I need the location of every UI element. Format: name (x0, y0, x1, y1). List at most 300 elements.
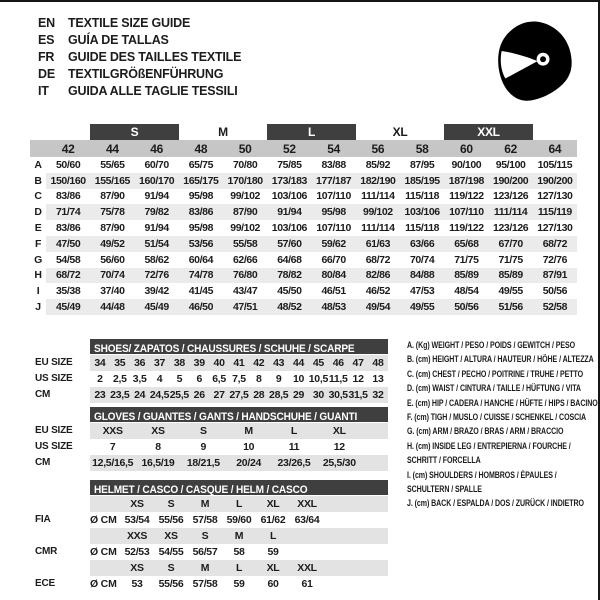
size-value: 46/52 (365, 285, 391, 298)
size-value: 39/42 (144, 285, 169, 298)
size-column-header: 50 (223, 140, 267, 157)
unit-label: Ø CM (90, 578, 117, 590)
row-label: CM (35, 389, 51, 400)
size-value: 185/195 (400, 173, 444, 189)
shoes-title: SHOES/ ZAPATOS / CHAUSSURES / SCHUHE / SCARPE (94, 343, 355, 355)
size-value: 105/115 (537, 158, 573, 171)
size-value: 103/106 (271, 190, 307, 203)
value-cell: 59/60 (226, 514, 252, 526)
size-column-header: 64 (533, 140, 577, 157)
value-cell: 28,5 (269, 389, 289, 401)
size-value: 71/75 (454, 253, 479, 266)
row-label: EU SIZE (35, 425, 73, 436)
language-list (38, 15, 241, 100)
size-column-header: 60 (444, 140, 488, 157)
size-value: 46/51 (321, 285, 346, 298)
size-table (30, 124, 577, 315)
size-value: 66/70 (321, 253, 346, 266)
value-cell: L (290, 425, 298, 437)
size-value: 49/52 (90, 236, 134, 252)
language-title: TEXTILE SIZE GUIDE (68, 16, 191, 30)
size-value: 59/62 (312, 236, 356, 252)
size-value: 41/45 (188, 285, 214, 298)
size-value: 71/75 (498, 253, 523, 266)
size-value: 45/50 (277, 285, 302, 298)
value-cell: 6,5 (212, 373, 226, 385)
size-column-header: 48 (179, 140, 223, 157)
value-cell: XS (151, 425, 165, 437)
size-value: 48/53 (312, 299, 356, 315)
value-cell: 40 (213, 357, 225, 369)
value-cell: 4 (156, 373, 163, 385)
size-value: 99/102 (356, 204, 400, 220)
language-row (38, 83, 241, 100)
size-value: 107/110 (444, 204, 488, 220)
size-value: 60/70 (144, 158, 169, 171)
row-letter: C (34, 190, 42, 203)
size-value: 165/175 (179, 173, 223, 189)
size-value: 43/47 (232, 285, 258, 298)
size-value: 91/94 (144, 222, 169, 235)
size-value: 45/49 (135, 299, 179, 315)
size-value: 79/82 (135, 204, 179, 220)
size-group-xl: XL (392, 125, 408, 139)
value-cell: S (201, 530, 209, 542)
value-cell: 56/57 (192, 546, 218, 558)
size-value: 111/114 (489, 204, 533, 220)
helmet-title: HELMET / CASCO / CASQUE / HELM / CASCO (94, 484, 308, 496)
table-row (35, 560, 388, 576)
value-cell: 3,5 (132, 373, 147, 385)
measurement-row-a (30, 157, 577, 173)
language-code: EN (38, 16, 55, 30)
size-value: 51/54 (135, 236, 179, 252)
size-value: 60/64 (188, 253, 214, 266)
size-value: 190/200 (489, 173, 533, 189)
language-title: GUIDE DES TAILLES TEXTILE (68, 50, 242, 64)
size-value: 37/40 (100, 285, 125, 298)
size-value: 65/68 (444, 236, 488, 252)
value-cell: 61/62 (260, 514, 286, 526)
size-value: 47/53 (409, 285, 435, 298)
measurement-row-h (30, 268, 577, 284)
size-column-header: 54 (312, 140, 356, 157)
size-value: 52/58 (533, 299, 577, 315)
unit-label (90, 560, 120, 576)
value-cell: 28 (253, 389, 265, 401)
size-value: 65/75 (188, 158, 214, 171)
measurement-row-c (30, 189, 577, 205)
value-cell: 53/54 (124, 514, 150, 526)
value-cell: S (199, 425, 207, 437)
value-cell: 57/58 (192, 514, 218, 526)
value-cell: XXS (126, 530, 148, 542)
value-cell: 31,5 (348, 389, 368, 401)
size-value: 50/56 (444, 299, 488, 315)
size-value: 111/114 (361, 190, 395, 203)
size-value: 48/54 (454, 285, 479, 298)
standard-label (35, 496, 90, 512)
value-cell: 2 (97, 373, 103, 385)
value-cell: M (244, 425, 253, 437)
value-cell: XXS (102, 425, 123, 437)
value-cell: 60 (267, 578, 279, 590)
unit-label (90, 528, 120, 544)
size-value: 85/89 (489, 268, 533, 284)
language-row (38, 49, 241, 66)
value-cell: M (234, 530, 244, 542)
size-value: 47/51 (223, 299, 267, 315)
value-cell: 23 (94, 389, 106, 401)
value-cell: 8 (155, 441, 161, 453)
language-row (38, 32, 241, 49)
size-column-header: 62 (489, 140, 533, 157)
table-row (35, 439, 388, 455)
language-code: FR (38, 50, 55, 64)
value-cell: 52/53 (124, 546, 150, 558)
value-cell: 54/55 (158, 546, 184, 558)
size-value: 90/100 (451, 158, 482, 171)
value-cell: 7,5 (232, 373, 246, 385)
value-cell: M (200, 562, 210, 574)
size-value: 103/106 (271, 222, 307, 235)
row-letter: E (34, 222, 42, 235)
table-row (35, 576, 388, 592)
size-column-header: 58 (400, 140, 444, 157)
legend-line: SCHULTERN / SPALLE (407, 484, 482, 495)
language-title: GUIDA ALLE TAGLIE TESSILI (68, 84, 238, 98)
size-value: 187/198 (444, 173, 488, 189)
size-value: 55/65 (100, 158, 125, 171)
value-cell: 47 (352, 357, 364, 369)
value-cell: 5 (176, 373, 183, 385)
value-cell: 7 (109, 441, 116, 453)
size-value: 150/160 (46, 173, 90, 189)
size-value: 56/60 (100, 253, 125, 266)
size-group-xxl: XXL (444, 124, 533, 140)
value-cell: 44 (292, 357, 305, 369)
row-letter: D (34, 206, 42, 219)
size-value: 54/58 (55, 253, 81, 266)
value-cell: 11,5 (328, 373, 348, 385)
size-value: 75/78 (90, 204, 134, 220)
value-cell: 48 (372, 357, 384, 369)
size-value: 83/86 (179, 204, 223, 220)
size-value: 45/49 (46, 299, 90, 315)
row-label: EU SIZE (35, 357, 73, 368)
value-cell: 29 (292, 389, 305, 401)
legend-line: F. (cm) TIGH / MUSLO / CUISSE / SCHENKEL / COSCIA (407, 412, 587, 423)
gloves-section-header (90, 407, 388, 422)
size-value: 99/102 (230, 190, 260, 203)
size-value: 103/106 (400, 204, 444, 220)
size-value: 68/72 (46, 268, 90, 284)
value-cell: 30 (312, 389, 324, 401)
value-cell: 58 (233, 546, 245, 558)
size-value: 83/86 (55, 222, 81, 235)
size-value: 62/66 (232, 253, 258, 266)
row-letter: G (34, 253, 42, 266)
value-cell: 39 (193, 357, 205, 369)
size-value: 74/78 (179, 268, 223, 284)
legend-line: I. (cm) SHOULDERS / HOMBROS / ÉPAULES / (407, 469, 557, 480)
legend-line: SCHRITT / FORCELLA (407, 455, 481, 466)
size-value: 70/74 (90, 268, 134, 284)
legend-line: D. (cm) WAIST / CINTURA / TAILLE / HÜFTUNG / VITA (407, 383, 581, 394)
unit-label: Ø CM (90, 514, 117, 526)
value-cell: XXL (297, 498, 317, 510)
table-row (35, 512, 388, 528)
language-code: DE (38, 67, 55, 81)
size-value: 44/48 (90, 299, 134, 315)
size-value: 127/130 (537, 190, 573, 203)
size-value: 107/110 (316, 190, 351, 203)
value-cell: 25,5 (169, 389, 189, 401)
language-code: IT (38, 84, 49, 98)
size-value: 119/122 (449, 190, 484, 203)
size-value: 64/68 (277, 253, 302, 266)
language-title: GUÍA DE TALLAS (68, 33, 169, 47)
size-value: 115/118 (405, 222, 440, 235)
value-cell: 12 (352, 373, 364, 385)
standard-label (35, 528, 90, 544)
value-cell: 10,5 (308, 373, 328, 385)
value-cell: XXL (297, 562, 317, 574)
size-value: 83/88 (321, 158, 346, 171)
value-cell: 45 (312, 357, 324, 369)
size-value: 115/119 (533, 204, 577, 220)
table-row (35, 423, 388, 439)
table-row (35, 355, 388, 371)
size-value: 173/183 (267, 173, 311, 189)
size-value: 85/89 (444, 268, 488, 284)
size-value: 107/110 (316, 222, 351, 235)
value-cell: 11 (288, 441, 300, 453)
standard-label (35, 560, 90, 576)
legend-line: A. (Kg) WEIGHT / PESO / POIDS / GEWITCH / PESO (407, 340, 576, 350)
value-cell: 35 (114, 357, 126, 369)
size-value: 155/165 (90, 173, 134, 189)
size-value: 72/76 (542, 253, 568, 266)
value-cell: 13 (372, 373, 384, 385)
size-value: 76/80 (223, 268, 267, 284)
value-cell: XS (164, 530, 178, 542)
value-cell: L (269, 530, 277, 542)
size-value: 68/72 (533, 236, 577, 252)
value-cell: 9 (200, 441, 207, 453)
measurement-row-d (30, 204, 577, 220)
value-cell: 59 (233, 578, 245, 590)
value-cell: M (200, 498, 210, 510)
value-cell: 61 (301, 578, 313, 590)
size-value: 91/94 (144, 190, 169, 203)
row-label: US SIZE (35, 441, 73, 452)
value-cell: 38 (173, 357, 185, 369)
value-cell: 10 (292, 373, 305, 385)
value-cell: 6 (196, 373, 202, 385)
size-value: 58/62 (144, 253, 169, 266)
value-cell: 41 (233, 357, 245, 369)
size-value: 85/92 (365, 158, 391, 171)
size-value: 61/63 (356, 236, 400, 252)
value-cell: 20/24 (236, 457, 262, 469)
size-value: 87/90 (100, 222, 125, 235)
value-cell: 25,5/30 (322, 457, 356, 469)
size-value: 83/86 (55, 190, 81, 203)
measurement-legend (407, 338, 600, 511)
size-value: 71/74 (46, 204, 90, 220)
value-cell: S (167, 562, 175, 574)
value-cell (290, 528, 324, 544)
size-column-header: 42 (46, 140, 90, 157)
size-value: 80/84 (312, 268, 356, 284)
value-cell: 9 (275, 373, 282, 385)
size-value: 53/56 (179, 236, 223, 252)
value-cell: 24,5 (149, 389, 170, 401)
standard-label: ECE (35, 578, 55, 589)
value-cell: 10 (243, 441, 255, 453)
size-value: 68/72 (365, 253, 391, 266)
value-cell: XL (266, 562, 280, 574)
value-cell: XL (266, 498, 280, 510)
value-cell: 23,5 (110, 389, 130, 401)
value-cell: 30,5 (328, 389, 348, 401)
measurement-row-i (30, 283, 577, 299)
language-code: ES (38, 33, 55, 47)
row-letter: J (35, 301, 41, 314)
value-cell: L (235, 562, 243, 574)
size-value: 123/126 (493, 190, 529, 203)
size-value: 95/100 (495, 158, 526, 171)
size-value: 51/56 (489, 299, 533, 315)
value-cell: 32 (372, 389, 384, 401)
language-row (38, 66, 241, 83)
legend-line: E. (cm) HIP / CADERA / HANCHE / HÜFTE / HIPS / BACINO (407, 397, 598, 408)
standard-label: CMR (35, 546, 58, 557)
value-cell: 43 (273, 357, 285, 369)
value-cell: 8 (256, 373, 262, 385)
table-row (35, 387, 388, 403)
value-cell: 26 (193, 389, 205, 401)
value-cell: 42 (253, 357, 265, 369)
row-letter: I (36, 285, 40, 298)
helmet-section-header (90, 480, 388, 495)
size-group-m: M (218, 125, 228, 139)
size-value: 47/50 (46, 236, 90, 252)
size-value: 78/82 (267, 268, 311, 284)
size-value: 50/60 (55, 158, 81, 171)
size-value: 82/86 (356, 268, 400, 284)
measurement-row-j (30, 299, 577, 315)
unit-label (90, 496, 120, 512)
row-letter: B (34, 174, 42, 187)
value-cell: 46 (332, 357, 344, 369)
value-cell: 55/56 (158, 514, 184, 526)
size-column-header: 52 (267, 140, 311, 157)
size-value: 87/90 (100, 190, 125, 203)
value-cell: 36 (134, 357, 146, 369)
row-letter: F (34, 237, 41, 250)
size-value: 170/180 (223, 173, 267, 189)
table-row (35, 455, 388, 471)
row-letter: H (34, 269, 42, 282)
helmet-rows (35, 496, 388, 592)
value-cell: 63/64 (294, 514, 320, 526)
value-cell: L (235, 498, 243, 510)
size-value: 177/187 (312, 173, 356, 189)
measurement-row-f (30, 236, 577, 252)
size-value: 115/118 (405, 190, 440, 203)
size-value: 57/60 (267, 236, 311, 252)
value-cell: 27 (213, 389, 225, 401)
size-value: 72/76 (135, 268, 179, 284)
table-row (35, 544, 388, 560)
value-cell: 24 (134, 389, 146, 401)
size-value: 95/98 (312, 204, 356, 220)
helmet-icon (486, 14, 578, 110)
value-cell: 23/26,5 (277, 457, 311, 469)
value-cell: 27,5 (229, 389, 249, 401)
size-value: 55/58 (223, 236, 267, 252)
size-value: 119/122 (449, 222, 484, 235)
row-label: US SIZE (35, 373, 73, 384)
size-column-header: 56 (356, 140, 400, 157)
table-row (35, 371, 388, 387)
size-value: 87/91 (533, 268, 577, 284)
legend-line: C. (cm) CHEST / PECHO / POITRINE / TRUHE / PETTO (407, 368, 584, 379)
size-value: 46/50 (179, 299, 223, 315)
row-label: CM (35, 457, 51, 468)
value-cell: XL (332, 425, 346, 437)
size-value: 70/74 (409, 253, 435, 266)
legend-line: G. (cm) ARM / BRAZO / BRAS / ARM / BRACCIO (407, 426, 564, 437)
value-cell: 37 (153, 357, 166, 369)
size-value: 91/94 (267, 204, 311, 220)
size-column-header: 44 (90, 140, 134, 157)
value-cell: 12 (333, 441, 345, 453)
language-title: TEXTILGRÖßENFÜHRUNG (68, 67, 224, 81)
size-value: 111/114 (361, 222, 395, 235)
size-value: 160/170 (135, 173, 179, 189)
standard-label: FIA (35, 514, 51, 525)
value-cell: 59 (267, 546, 279, 558)
table-row (35, 496, 388, 512)
language-row (38, 15, 241, 32)
size-value: 87/95 (409, 158, 435, 171)
size-value: 95/98 (188, 190, 214, 203)
value-cell: 57/58 (192, 578, 218, 590)
value-cell: XS (130, 498, 144, 510)
size-column-header: 46 (135, 140, 179, 157)
size-group-l: L (267, 124, 356, 140)
size-value: 182/190 (356, 173, 400, 189)
size-value: 95/98 (188, 222, 214, 235)
value-cell: S (167, 498, 175, 510)
size-value: 67/70 (489, 236, 533, 252)
value-cell: 16,5/19 (141, 457, 175, 469)
value-cell (290, 544, 324, 560)
shoes-rows (35, 355, 388, 403)
size-value: 84/88 (400, 268, 444, 284)
row-letter: A (34, 158, 42, 171)
size-value: 49/54 (356, 299, 400, 315)
legend-line: J. (cm) BACK / ESPALDA / DOS / ZURÜCK / INDIETRO (407, 498, 584, 509)
size-value: 99/102 (230, 222, 260, 235)
size-value: 70/80 (232, 158, 258, 171)
table-row (35, 528, 388, 544)
measurement-row-b (30, 173, 577, 189)
size-value: 123/126 (493, 222, 529, 235)
